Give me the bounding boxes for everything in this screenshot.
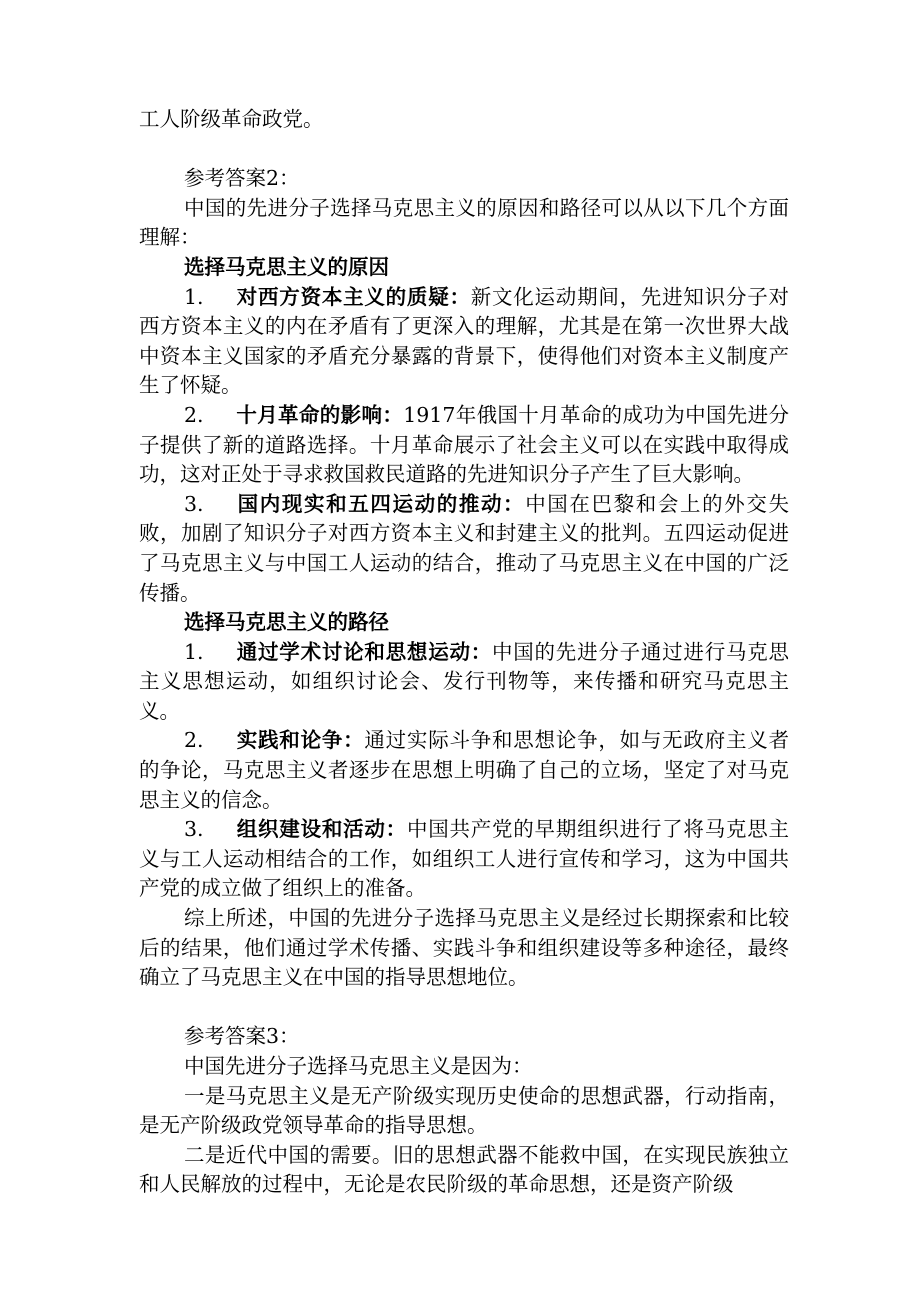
answer3-label: 参考答案3：: [184, 1024, 300, 1049]
path-text: 通过实际斗争和思想论争，如与无政府主义者的争论，马克思主义者逐步在思想上明确了自己的立场，坚定了对马克思主义的信念。: [139, 728, 790, 812]
path-number: 3.: [184, 817, 204, 842]
reason-number: 1.: [184, 284, 204, 309]
path-title: 实践和论争：: [236, 728, 365, 753]
paragraph-gap: [139, 135, 789, 165]
path-title: 组织建设和活动：: [236, 817, 407, 842]
answer2-intro: 中国的先进分子选择马克思主义的原因和路径可以从以下几个方面理解：: [139, 195, 789, 250]
reasons-heading: 选择马克思主义的原因: [184, 254, 389, 279]
path-item: [139, 638, 789, 727]
paragraph-gap: [139, 993, 789, 1023]
reason-number: 2.: [184, 402, 204, 427]
reason-item: [139, 490, 789, 608]
path-text: 中国的先进分子通过进行马克思主义思想运动，如组织讨论会、发行刊物等，来传播和研究马克思主义。: [139, 639, 789, 723]
intro-tail-line: 工人阶级革命政党。: [139, 107, 324, 131]
reason-item: [139, 401, 789, 490]
reason-title: 国内现实和五四运动的推动：: [236, 491, 526, 516]
reason-number: 3.: [184, 491, 204, 516]
path-number: 2.: [184, 728, 204, 753]
answer3-intro: 中国先进分子选择马克思主义是因为：: [184, 1054, 533, 1078]
path-item: [139, 815, 789, 904]
answer2-label: 参考答案2：: [184, 166, 300, 191]
answer2-summary: 综上所述，中国的先进分子选择马克思主义是经过长期探索和比较后的结果，他们通过学术传播、实践斗争和组织建设等多种途径，最终确立了马克思主义在中国的指导思想地位。: [139, 906, 789, 990]
path-item: [139, 726, 789, 815]
reason-text: 1917年俄国十月革命的成功为中国先进分子提供了新的道路选择。十月革命展示了社会主义可以在实践中取得成功，这对正处于寻求救国救民道路的先进知识分子产生了巨大影响。: [139, 402, 790, 487]
reason-title: 十月革命的影响：: [236, 402, 404, 427]
reason-title: 对西方资本主义的质疑：: [236, 284, 471, 309]
answer3-point1: 一是马克思主义是无产阶级实现历史使命的思想武器，行动指南，是无产阶级政党领导革命的指导思想。: [139, 1083, 789, 1138]
reason-item: [139, 283, 789, 401]
path-title: 通过学术讨论和思想运动：: [236, 639, 492, 664]
answer3-point2: 二是近代中国的需要。旧的思想武器不能救中国，在实现民族独立和人民解放的过程中，无论是农民阶级的革命思想，还是资产阶级: [139, 1142, 789, 1197]
document-page: [139, 105, 789, 1200]
path-text: 中国共产党的早期组织进行了将马克思主义与工人运动相结合的工作，如组织工人进行宣传和学习，这为中国共产党的成立做了组织上的准备。: [139, 817, 790, 901]
path-number: 1.: [184, 639, 204, 664]
paths-heading: 选择马克思主义的路径: [184, 610, 389, 635]
reason-text: 新文化运动期间，先进知识分子对西方资本主义的内在矛盾有了更深入的理解，尤其是在第一次世界大战中资本主义国家的矛盾充分暴露的背景下，使得他们对资本主义制度产生了怀疑。: [139, 284, 790, 398]
reason-text: 中国在巴黎和会上的外交失败，加剧了知识分子对西方资本主义和封建主义的批判。五四运动促进了马克思主义与中国工人运动的结合，推动了马克思主义在中国的广泛传播。: [139, 491, 790, 605]
